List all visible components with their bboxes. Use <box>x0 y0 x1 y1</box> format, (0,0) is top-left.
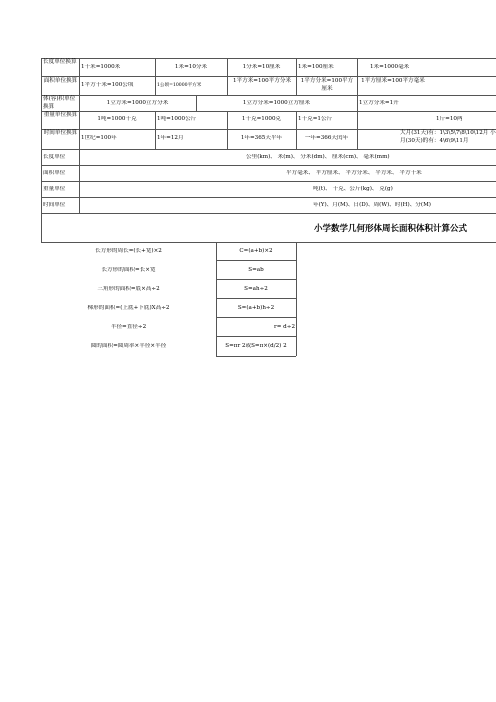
unit-value-time: 年(Y)、月(M)、日(D)、周(W)、时(H)、分(M) <box>313 202 431 208</box>
grid-line <box>216 242 296 243</box>
row-label-time: 时间单位换算 <box>43 130 78 136</box>
row-label-weight: 重量单位换算 <box>43 112 78 118</box>
grid-line <box>216 260 296 261</box>
grid-line <box>296 242 297 356</box>
grid-line <box>41 165 496 166</box>
grid-line <box>216 336 296 337</box>
formula-name: 长方形的周长=(长+宽)×2 <box>95 248 162 254</box>
grid-line <box>41 213 496 214</box>
grid-line <box>357 58 358 95</box>
cell: 1年=365天平年 <box>240 135 283 141</box>
formula-name: 梯形的面积=(上底+下底)X高÷2 <box>87 305 170 311</box>
unit-value-area: 平方毫米、 平方厘米、 平方分米、 平方米、 平方千米 <box>286 170 422 176</box>
formula-name: 圆的面积=圆周率×半径×半径 <box>90 343 167 349</box>
cell: 1平方分米=100平方厘米 <box>300 78 354 92</box>
grid-line <box>216 279 296 280</box>
grid-line <box>41 181 496 182</box>
grid-line <box>41 58 42 242</box>
formula-section-title: 小学数学几何形体周长面积体积计算公式 <box>314 224 468 234</box>
unit-label-area: 面积单位 <box>43 170 66 176</box>
cell: 1立方米=1000立方分米 <box>106 100 169 106</box>
cell: 1平方千米=100公顷 <box>81 82 134 88</box>
formula-expression: S=ah÷2 <box>244 286 268 292</box>
cell: 1吨=1000千克 <box>97 116 137 122</box>
cell: 大月(31天)有：1\3\5\7\8\10\12月 小月(30天)的有：4\6\9\11月 <box>400 130 496 144</box>
formula-expression: S=(a+b)h÷2 <box>237 305 275 311</box>
cell: 1平方厘米=100平方毫米 <box>361 78 425 84</box>
cell: 1千米=1000米 <box>81 64 121 70</box>
grid-line <box>41 95 496 96</box>
cell: 1世纪=100年 <box>81 135 117 141</box>
row-label-length: 长度单位换算 <box>43 59 77 65</box>
grid-line <box>357 95 358 111</box>
grid-line <box>296 111 297 129</box>
formula-expression: r= d÷2 <box>274 324 295 330</box>
formula-name: 三角形的面积=底×高÷2 <box>97 286 160 292</box>
formula-expression: S=ab <box>248 267 264 273</box>
grid-line <box>357 129 358 149</box>
grid-line <box>41 197 496 198</box>
unit-value-weight: 吨(t)、 千克、公斤(kg)、 克(g) <box>313 186 393 192</box>
grid-line <box>41 58 496 59</box>
cell: 1米=1000毫米 <box>370 64 410 70</box>
grid-line <box>41 149 496 150</box>
formula-expression: S=πr 2或S=π×(d/2) 2 <box>225 343 287 349</box>
cell: 1公顷=10000平方米 <box>157 83 202 88</box>
cell: 1平方米=100平方分米 <box>232 78 292 84</box>
grid-line <box>216 298 296 299</box>
grid-line <box>41 111 496 112</box>
cell: 1年=12月 <box>157 135 184 141</box>
row-label-volume: 体(容)积单位换算 <box>43 96 76 110</box>
row-label-area: 面积单位换算 <box>43 78 78 84</box>
unit-label-time: 时间单位 <box>43 202 66 208</box>
unit-label-length: 长度单位 <box>43 154 66 160</box>
grid-line <box>79 58 80 213</box>
formula-expression: C=(a+b)×2 <box>239 248 273 254</box>
grid-line <box>216 242 217 356</box>
grid-line <box>216 317 296 318</box>
unit-label-weight: 重量单位 <box>43 186 66 192</box>
cell: 1米=10分米 <box>174 64 208 70</box>
grid-line <box>296 58 297 95</box>
cell: 1立方分米=1000立方厘米 <box>242 100 311 106</box>
grid-line <box>155 129 156 149</box>
cell: 1斤=10两 <box>436 116 463 122</box>
cell: 1千克=1000克 <box>241 116 282 122</box>
grid-line <box>357 111 358 129</box>
cell: 1米=100厘米 <box>298 64 334 70</box>
formula-name: 半径=直径÷2 <box>110 324 147 330</box>
grid-line <box>155 111 156 129</box>
cell: 1千克=1公斤 <box>298 116 333 122</box>
formula-name: 长方形的面积=长×宽 <box>101 267 156 273</box>
cell: 1分米=10厘米 <box>242 64 281 70</box>
grid-line <box>216 356 296 357</box>
cell: 1吨=1000公斤 <box>157 116 197 122</box>
cell: 1立方分米=1升 <box>359 100 399 106</box>
cell: 一年=366天闰年 <box>304 135 349 141</box>
unit-value-length: 公里(km)、 米(m)、 分米(dm)、 厘米(cm)、 毫米(mm) <box>246 154 390 160</box>
